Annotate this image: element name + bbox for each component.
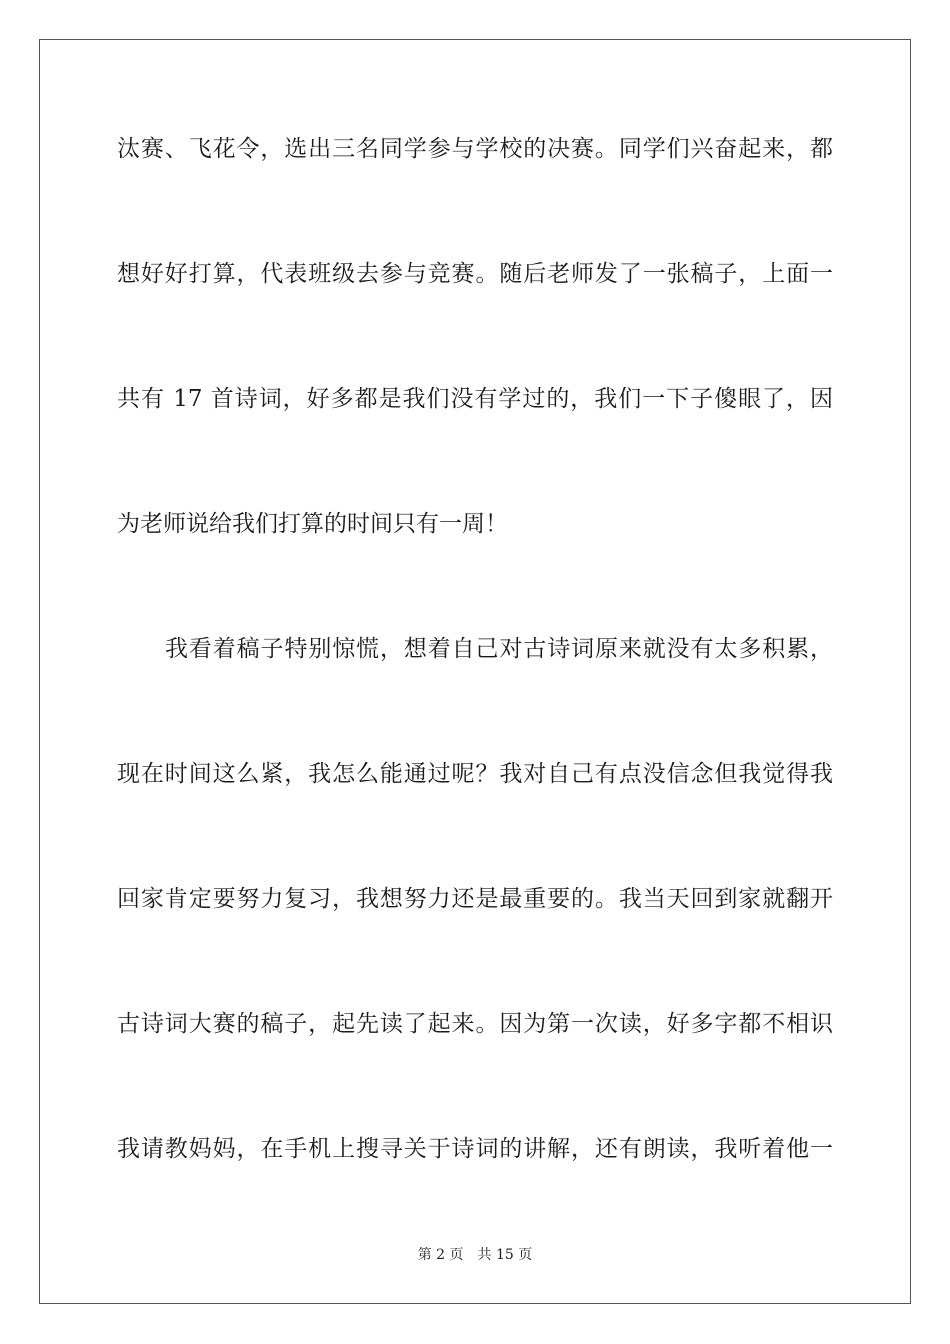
paragraph-first-line: 我看着稿子特别惊慌，想着自己对古诗词原来就没有太多积累，	[165, 636, 833, 662]
text-line: 汰赛、飞花令，选出三名同学参与学校的决赛。同学们兴奋起来，都	[117, 136, 833, 162]
text-line: 想好好打算，代表班级去参与竞赛。随后老师发了一张稿子，上面一	[117, 261, 833, 287]
text-line: 现在时间这么紧，我怎么能通过呢？我对自己有点没信念但我觉得我	[117, 761, 833, 787]
text-line: 我请教妈妈，在手机上搜寻关于诗词的讲解，还有朗读，我听着他一	[117, 1136, 833, 1162]
text-line: 古诗词大赛的稿子，起先读了起来。因为第一次读，好多字都不相识	[117, 1011, 833, 1037]
page-footer	[0, 1246, 950, 1264]
text-line: 共有 17 首诗词，好多都是我们没有学过的，我们一下子傻眼了，因	[117, 386, 833, 412]
text-line: 为老师说给我们打算的时间只有一周！	[117, 511, 508, 537]
page-border	[39, 39, 911, 1304]
total-pages: 共 15 页	[477, 1247, 533, 1263]
text-line: 回家肯定要努力复习，我想努力还是最重要的。我当天回到家就翻开	[117, 886, 833, 912]
page-number: 第 2 页	[417, 1247, 464, 1263]
